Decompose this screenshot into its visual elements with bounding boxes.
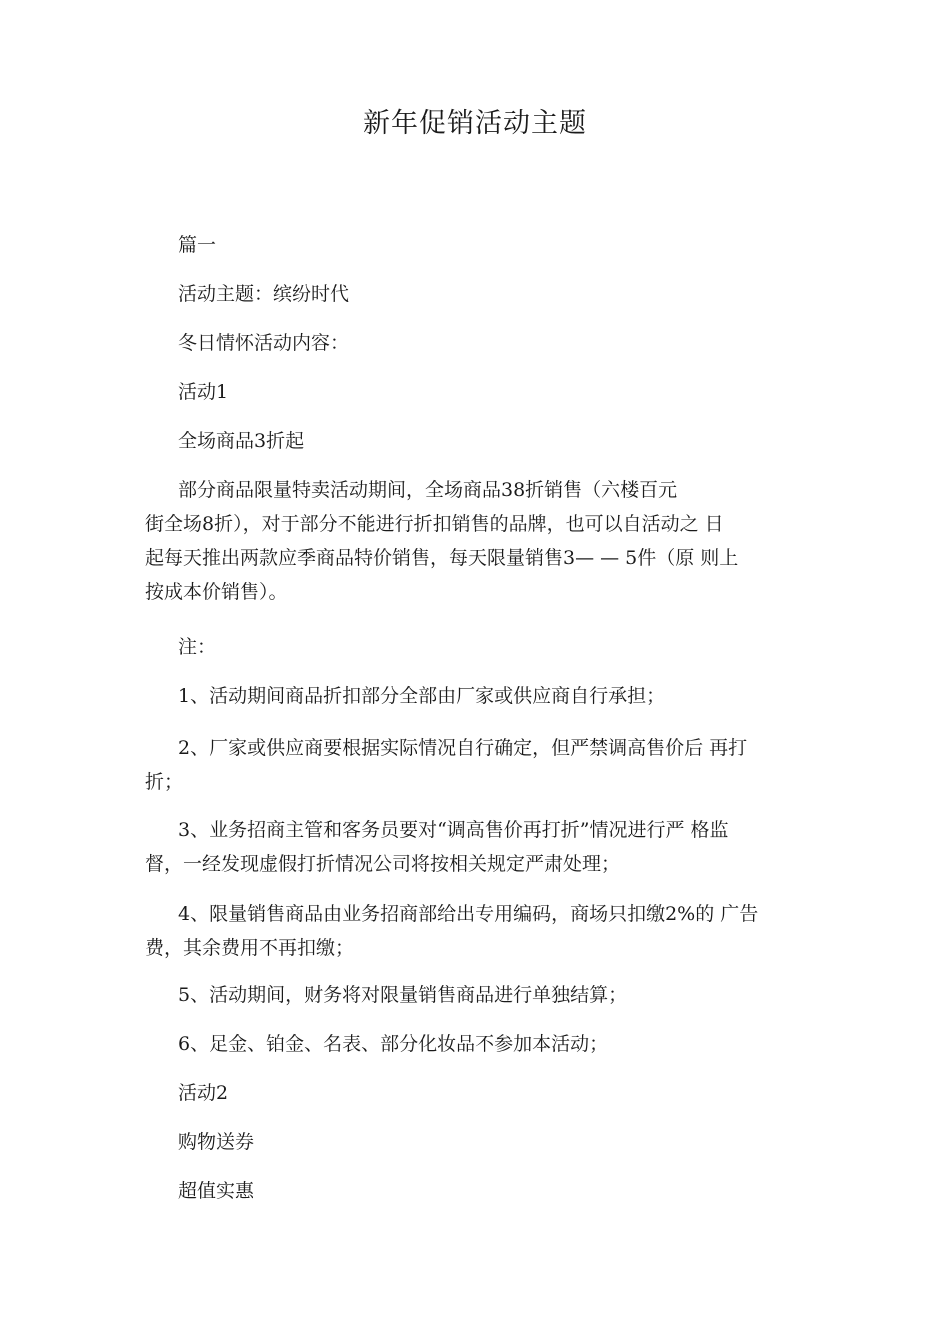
- activity1-label-text: 活动1: [178, 381, 229, 403]
- content-heading: [145, 326, 835, 360]
- activity2-label: [145, 1076, 835, 1110]
- activity1-label: [145, 375, 835, 409]
- note-line: 折；: [145, 771, 184, 793]
- activity2-line-1: [145, 1125, 835, 1159]
- description-line: 按成本价销售）。: [145, 581, 288, 603]
- activity2-line-2: [145, 1174, 835, 1208]
- note-item-1: [145, 679, 835, 713]
- section-label-text: 篇一: [178, 234, 217, 256]
- notes-label-text: 注：: [178, 636, 217, 658]
- section-label: [145, 228, 835, 262]
- note-line: 5、活动期间，财务将对限量销售商品进行单独结算；: [178, 984, 628, 1006]
- description-line: 部分商品限量特卖活动期间，全场商品38折销售（六楼百元: [178, 479, 678, 501]
- note-line: 督，一经发现虚假打折情况公司将按相关规定严肃处理；: [145, 853, 621, 875]
- note-item-5: [145, 978, 835, 1012]
- activity-theme: [145, 277, 835, 311]
- activity1-description: [145, 473, 835, 609]
- description-line: 起每天推出两款应季商品特价销售，每天限量销售3— — 5件（原 则上: [145, 547, 739, 569]
- notes-label: [145, 630, 835, 664]
- note-item-2: [145, 731, 835, 799]
- activity-theme-text: 活动主题：缤纷时代: [178, 283, 350, 305]
- note-line: 3、业务招商主管和客务员要对“调高售价再打折”情况进行严 格监: [178, 819, 729, 841]
- activity2-line-text: 购物送券: [178, 1131, 255, 1153]
- activity1-headline: [145, 424, 835, 458]
- activity2-line-text: 超值实惠: [178, 1180, 255, 1202]
- activity1-headline-text: 全场商品3折起: [178, 430, 305, 452]
- note-line: 4、限量销售商品由业务招商部给出专用编码，商场只扣缴2%的 广告: [178, 903, 759, 925]
- document-title: 新年促销活动主题: [363, 108, 587, 139]
- note-line: 2、厂家或供应商要根据实际情况自行确定，但严禁调高售价后 再打: [178, 737, 748, 759]
- note-item-4: [145, 897, 835, 965]
- activity2-label-text: 活动2: [178, 1082, 229, 1104]
- note-item-6: [145, 1027, 835, 1061]
- note-line: 6、足金、铂金、名表、部分化妆品不参加本活动；: [178, 1033, 609, 1055]
- description-line: 街全场8折），对于部分不能进行折扣销售的品牌，也可以自活动之 日: [145, 513, 724, 535]
- note-line: 费，其余费用不再扣缴；: [145, 937, 355, 959]
- content-heading-text: 冬日情怀活动内容：: [178, 332, 350, 354]
- note-line: 1、活动期间商品折扣部分全部由厂家或供应商自行承担；: [178, 685, 666, 707]
- note-item-3: [145, 813, 835, 881]
